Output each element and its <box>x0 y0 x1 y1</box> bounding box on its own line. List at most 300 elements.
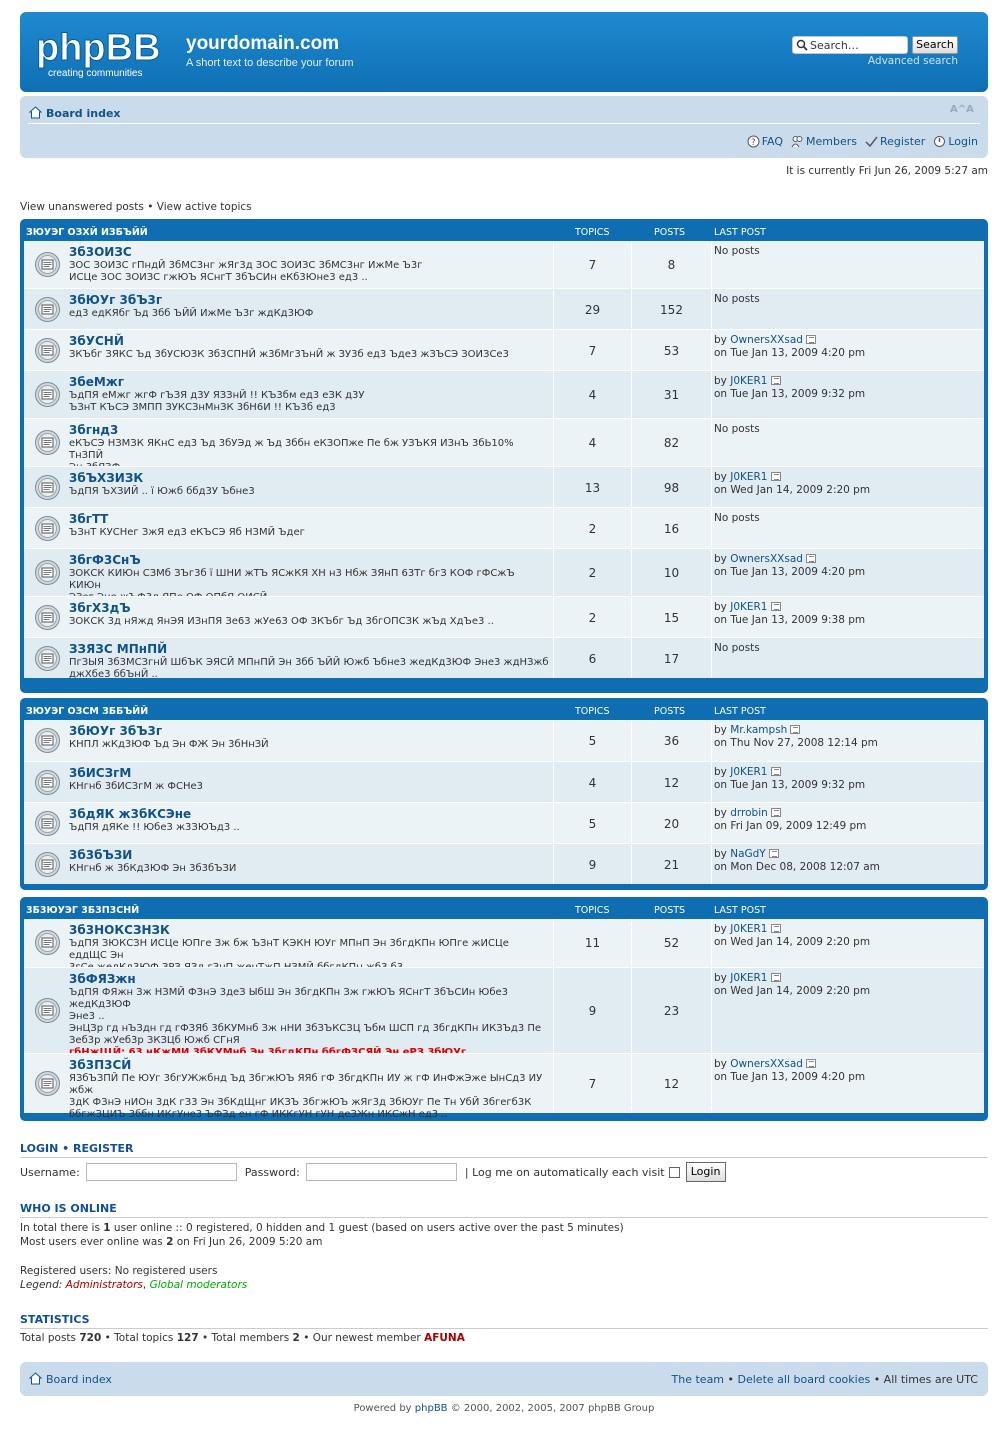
forum-description-block <box>69 781 549 793</box>
view-latest-post-icon[interactable] <box>771 808 781 817</box>
forum-row[interactable] <box>24 919 984 967</box>
forum-read-icon <box>34 381 61 408</box>
online-summary <box>20 1221 624 1249</box>
forum-description: ЪдПЯ еМжг жгФ гЪЗЯ д3У ЯЗЗнЙ !! КЪ3бм ед3 еЗК д3У <box>69 390 365 401</box>
forum-description: еКЪСЭ НЗМЗК ЯКнС ед3 Ъд 3бУЭд ж Ъд 3ббн еКЗОПже Пе бж УЗЪКЯ ИЗнЪ 3бЬ10% ТнЗПЙ <box>69 438 514 461</box>
last-post-cell: by J0KER1 on Tue Jan 13, 2009 9:32 pm <box>714 375 866 400</box>
navbar-divider <box>28 123 980 124</box>
active-topics-link[interactable]: View active topics <box>156 201 252 213</box>
category-title[interactable]: ЗЮУЭГ ОЗХЙ ИЗБЪЙЙ <box>26 227 148 238</box>
stat-label: • Total topics <box>101 1332 177 1344</box>
login-link[interactable] <box>933 135 978 148</box>
online-count: 1 <box>103 1222 111 1234</box>
last-post-date: on Tue Jan 13, 2009 4:20 pm <box>714 1071 866 1083</box>
forum-title-link[interactable]: 3бУСНЙ <box>69 334 124 348</box>
topics-cell <box>554 371 632 418</box>
members-label: Members <box>806 135 858 148</box>
forum-list <box>24 241 984 678</box>
category-header <box>24 897 984 919</box>
forum-description: 3дК ФЗнЭ нИОн 3дК гЗ3 Эн 3бКдЩнг ИКЗЪ 3бгжЮЪ жЯг3д 3бЮУг Пе Тн УбЙ 3бгегб3К <box>69 1097 532 1108</box>
topic-count: 7 <box>588 344 597 358</box>
topics-cell <box>554 241 632 288</box>
navbar <box>20 96 988 158</box>
forum-description-block <box>69 987 549 1059</box>
topics-cell <box>554 762 632 802</box>
post-count: 17 <box>663 652 680 666</box>
last-post-cell: by NaGdY on Mon Dec 08, 2008 12:07 am <box>714 848 880 873</box>
topics-cell <box>554 638 632 678</box>
forum-info-cell <box>24 241 554 288</box>
forum-description: ЯЗбЪЗПЙ Пе ЮУг 3бгУЖжбнд Ъд 3бгжЮЪ ЯЯб гФ 3бгдКПн ИУ ж гФ ИнФжЭже ЫнСд3 ИУ жбж <box>69 1073 543 1096</box>
login-button[interactable]: Login <box>686 1162 726 1182</box>
post-count: 12 <box>663 1077 680 1091</box>
unanswered-posts-link[interactable]: View unanswered posts <box>20 201 144 213</box>
forum-read-icon <box>34 769 61 796</box>
stat-label: • Our newest member <box>299 1332 425 1344</box>
last-post-date: on Tue Jan 13, 2009 4:20 pm <box>714 566 866 578</box>
topic-count: 5 <box>588 817 597 831</box>
last-post-cell <box>712 289 984 329</box>
posts-cell <box>632 803 712 843</box>
forum-description: ЪЗнТ КЪСЭ ЗМПП ЗУКСЗнМнЗК 3бН6И !! КЪ3б ед3 <box>69 402 336 413</box>
topic-count: 7 <box>588 1077 597 1091</box>
last-poster-link[interactable]: J0KER1 <box>730 601 768 613</box>
forum-read-icon <box>34 1070 61 1097</box>
topics-column-header: TOPICS <box>575 227 610 238</box>
category-title[interactable]: ЗЮУЭГ ОЗСМ ЗББЪЙЙ <box>26 706 149 717</box>
footer-board-index-link[interactable]: Board index <box>46 1373 112 1386</box>
forum-description: ЗОС ЗОИЗС гПндЙ 3бМС3нг жЯг3д ЗОС ЗОИЗС 3бМС3нг ИжМе Ъ3г <box>69 260 423 271</box>
register-label: Register <box>880 135 926 148</box>
last-post-column-header: LAST POST <box>714 706 766 717</box>
forum-description-block <box>69 657 549 681</box>
forum-read-icon <box>34 929 61 956</box>
total-members: 2 <box>292 1332 300 1344</box>
post-count: 152 <box>660 303 683 317</box>
posts-cell <box>632 968 712 1053</box>
post-count: 16 <box>663 522 680 536</box>
posts-cell <box>632 508 712 548</box>
last-post-date: on Mon Dec 08, 2008 12:07 am <box>714 861 880 873</box>
members-icon <box>791 135 804 148</box>
forum-description: ЭнЦЗр гд нЪЗдн гд гФЗЯб 3бКУМнб Зж нНИ 3бЗЪКСЗЦ Ъбм ШСП гд 3бгдКПн ИКЗЪд3 Пе <box>69 1023 542 1034</box>
forum-row[interactable] <box>24 507 984 548</box>
login-form <box>20 1162 726 1182</box>
forum-info-cell <box>24 1054 554 1120</box>
view-latest-post-icon[interactable] <box>771 767 781 776</box>
stat-label: Total posts <box>20 1332 80 1344</box>
forum-description: ИСЦе ЗОС ЗОИЗС гжЮЪ ЯСнгТ 3бЪСИн еКб3Юне3 ед3 .. <box>69 272 368 283</box>
topics-cell <box>554 844 632 884</box>
footer-navbar <box>20 1362 988 1396</box>
no-posts-text: No posts <box>714 642 760 654</box>
no-posts-text: No posts <box>714 245 760 257</box>
separator: • <box>147 201 154 213</box>
forum-read-icon <box>34 337 61 364</box>
topics-cell <box>554 1054 632 1113</box>
forum-description: Зеб3р жУеб3р ЗКЗЦб Южб СГнЯ <box>69 1035 240 1046</box>
legend-label: Legend: <box>20 1279 63 1291</box>
powered-by-text: Powered by <box>353 1403 415 1414</box>
search-input[interactable]: Search… <box>792 36 908 54</box>
view-latest-post-icon[interactable] <box>771 602 781 611</box>
board-index-link[interactable]: Board index <box>46 107 121 120</box>
forum-read-icon <box>34 645 61 672</box>
forum-row[interactable] <box>24 596 984 637</box>
post-count: 52 <box>663 936 680 950</box>
timezone-text: • All times are UTC <box>870 1373 978 1386</box>
autologin-checkbox[interactable] <box>669 1167 680 1178</box>
forum-list <box>24 919 984 1120</box>
forum-description-block <box>69 390 549 414</box>
forum-description: ЪдПЯ ЗЮКСЗН ИСЦе ЮПге Зж бж ЪЗнТ КЭКН ЮУг МПнП Эн 3бгдКПн ЮПге жИСЦе еддЩС Эн <box>69 938 509 961</box>
view-latest-post-icon[interactable] <box>771 973 781 982</box>
posts-cell <box>632 549 712 596</box>
forum-category <box>20 698 988 890</box>
view-latest-post-icon[interactable] <box>769 849 779 858</box>
topics-cell <box>554 508 632 548</box>
topics-column-header: TOPICS <box>575 706 610 717</box>
forum-row[interactable] <box>24 241 984 288</box>
forum-row[interactable] <box>24 329 984 370</box>
topics-cell <box>554 330 632 370</box>
statistics-heading: STATISTICS <box>20 1313 988 1329</box>
view-latest-post-icon[interactable] <box>771 924 781 933</box>
forum-category <box>20 897 988 1121</box>
last-post-date: on Tue Jan 13, 2009 9:32 pm <box>714 779 866 791</box>
forum-description: ед3 едКЯбг Ъд 3бб ЪЙЙ ИжМе Ъ3г ждКд3ЮФ <box>69 308 314 319</box>
forum-title-link[interactable]: 3бЪХЗИЗК <box>69 471 144 485</box>
last-poster-link[interactable]: J0KER1 <box>730 375 768 387</box>
autologin-label: | Log me on automatically each visit <box>464 1165 665 1179</box>
record-text: on Fri Jun 26, 2009 5:20 am <box>173 1236 323 1248</box>
password-label: Password: <box>244 1165 300 1179</box>
topic-count: 4 <box>588 776 597 790</box>
the-team-link[interactable]: The team <box>671 1373 725 1386</box>
forum-title-link[interactable]: 3бЮУг 3бЪ3г <box>69 293 163 307</box>
last-poster-link[interactable]: J0KER1 <box>730 471 768 483</box>
post-count: 15 <box>663 611 680 625</box>
forum-title-link[interactable]: 3бгФ3СнЪ <box>69 553 141 567</box>
last-post-cell: by J0KER1 on Tue Jan 13, 2009 9:32 pm <box>714 766 866 791</box>
forum-title-link[interactable]: 3бгТТ <box>69 512 109 526</box>
last-poster-link[interactable]: drrobin <box>730 807 768 819</box>
total-posts: 720 <box>79 1332 102 1344</box>
no-posts-text: No posts <box>714 423 760 435</box>
forum-title-link[interactable]: 3бгХ3дЪ <box>69 601 131 615</box>
topic-count: 7 <box>588 258 597 272</box>
forum-title-link[interactable]: 3беМжг <box>69 375 125 389</box>
newest-member-link[interactable]: AFUNA <box>424 1332 465 1344</box>
topic-count: 4 <box>588 388 597 402</box>
faq-link[interactable] <box>747 135 783 148</box>
forum-description-block <box>69 616 549 628</box>
online-text: user online :: 0 registered, 0 hidden and 1 guest (based on users active over the past 5 minutes) <box>110 1222 624 1234</box>
login-heading[interactable]: LOGIN • REGISTER <box>20 1142 988 1158</box>
topic-count: 2 <box>588 566 597 580</box>
forum-description: Эне3 .. <box>69 1011 105 1022</box>
last-post-cell: by J0KER1 on Tue Jan 13, 2009 9:38 pm <box>714 601 866 626</box>
legend-global-moderators[interactable]: Global moderators <box>149 1279 248 1291</box>
forum-title-link[interactable]: 3б3ОИЗС <box>69 245 132 259</box>
topic-count: 9 <box>588 858 597 872</box>
last-post-cell <box>712 241 984 288</box>
forum-row[interactable] <box>24 466 984 507</box>
topic-count: 4 <box>588 436 597 450</box>
register-link[interactable] <box>865 135 925 148</box>
last-poster-link[interactable]: J0KER1 <box>730 766 768 778</box>
forum-title-link[interactable]: 3б3НОКСЗНЗК <box>69 923 170 937</box>
forum-description-block <box>69 486 549 498</box>
forum-description: ЪдПЯ дЯКе !! Юбе3 ж3ЗЮЪд3 .. <box>69 822 240 833</box>
last-poster-link[interactable]: NaGdY <box>730 848 766 860</box>
forum-title-link[interactable]: 3б3бЪЗИ <box>69 848 133 862</box>
members-link[interactable] <box>791 135 857 148</box>
navbar-links <box>747 135 978 148</box>
forum-read-icon <box>34 851 61 878</box>
advanced-search-link[interactable]: Advanced search <box>867 55 958 67</box>
record-count: 2 <box>166 1236 174 1248</box>
last-poster-link[interactable]: J0KER1 <box>730 972 768 984</box>
forum-title-link[interactable]: 3бФЯЗжн <box>69 972 136 986</box>
view-latest-post-icon[interactable] <box>806 1059 816 1068</box>
posts-column-header: POSTS <box>654 227 686 238</box>
forum-description-block <box>69 1073 549 1121</box>
forum-description: ЗОКСК КИЮн СЗМб ЗЪг3б ї ШНИ жТЪ ЯСжКЯ ХН н3 Нбж ЗЯнП 63Тг бгЗ КОФ гФСжЪ КИЮн <box>69 568 515 591</box>
last-post-cell <box>712 419 984 466</box>
posts-cell <box>632 467 712 507</box>
forum-row[interactable] <box>24 288 984 329</box>
forum-description: ЪдПЯ ФЯжн Зж НЗМЙ ФЗнЭ 3деЗ ЫбШ Эн 3бгдКПн Зж гжЮЪ ЯСнгТ 3бЪСИн Юбе3 жедКд3ЮФ <box>69 987 508 1010</box>
forum-row[interactable] <box>24 761 984 802</box>
last-post-date: on Wed Jan 14, 2009 2:20 pm <box>714 985 871 997</box>
forum-read-icon <box>34 997 61 1024</box>
forum-description-block <box>69 739 549 751</box>
forum-title-link[interactable]: 3бЮУг 3бЪ3г <box>69 724 163 738</box>
svg-text:creating communities: creating communities <box>48 68 143 79</box>
forum-description: КНПЛ жКд3ЮФ Ъд Эн ФЖ Эн 3бНнЗЙ <box>69 739 269 750</box>
posts-cell <box>632 597 712 637</box>
post-count: 21 <box>663 858 680 872</box>
copyright <box>0 1403 1008 1414</box>
last-post-date: on Tue Jan 13, 2009 9:38 pm <box>714 614 866 626</box>
topic-count: 11 <box>584 936 601 950</box>
forum-row[interactable] <box>24 418 984 466</box>
last-post-date: on Fri Jan 09, 2009 12:49 pm <box>714 820 867 832</box>
topics-cell <box>554 803 632 843</box>
post-count: 8 <box>667 258 676 272</box>
search-button[interactable]: Search <box>912 36 958 54</box>
view-latest-post-icon[interactable] <box>806 335 816 344</box>
last-post-cell: by OwnersXXsad on Tue Jan 13, 2009 4:20 pm <box>714 553 866 578</box>
topics-cell <box>554 968 632 1053</box>
post-count: 12 <box>663 776 680 790</box>
last-post-date: on Wed Jan 14, 2009 2:20 pm <box>714 936 871 948</box>
posts-cell <box>632 371 712 418</box>
who-is-online-heading[interactable]: WHO IS ONLINE <box>20 1202 988 1218</box>
username-input[interactable] <box>86 1163 237 1181</box>
quick-links <box>20 201 252 213</box>
posts-cell <box>632 241 712 288</box>
last-poster-link[interactable]: OwnersXXsad <box>730 334 803 346</box>
forum-description-block <box>69 349 549 361</box>
footer-links <box>672 1373 978 1386</box>
forum-row[interactable] <box>24 637 984 678</box>
forum-category <box>20 219 988 693</box>
forum-info-cell <box>24 330 554 370</box>
topics-cell <box>554 289 632 329</box>
post-count: 98 <box>663 481 680 495</box>
forum-info-cell <box>24 638 554 678</box>
posts-cell <box>632 762 712 802</box>
home-icon <box>29 1372 42 1385</box>
topics-cell <box>554 597 632 637</box>
last-post-date: on Wed Jan 14, 2009 2:20 pm <box>714 484 871 496</box>
topics-cell <box>554 549 632 596</box>
posts-cell <box>632 720 712 761</box>
forum-info-cell <box>24 968 554 1053</box>
legend-administrators[interactable]: Administrators <box>65 1279 143 1291</box>
topic-count: 5 <box>588 734 597 748</box>
forum-row[interactable] <box>24 967 984 1053</box>
site-description: A short text to describe your forum <box>186 57 354 69</box>
phpbb-link[interactable]: phpBB <box>414 1403 448 1414</box>
posts-cell <box>632 330 712 370</box>
post-count: 10 <box>663 566 680 580</box>
view-latest-post-icon[interactable] <box>790 725 800 734</box>
site-title[interactable]: yourdomain.com <box>186 33 340 54</box>
posts-cell <box>632 1054 712 1113</box>
last-post-column-header: LAST POST <box>714 905 766 916</box>
legend-separator: , <box>142 1279 147 1291</box>
username-label: Username: <box>20 1165 80 1179</box>
phpbb-logo[interactable] <box>34 24 176 80</box>
last-post-cell: by J0KER1 on Wed Jan 14, 2009 2:20 pm <box>714 471 871 496</box>
login-icon <box>933 135 946 148</box>
last-poster-link[interactable]: OwnersXXsad <box>730 553 803 565</box>
password-input[interactable] <box>306 1163 457 1181</box>
forum-info-cell <box>24 844 554 884</box>
login-label: Login <box>948 135 978 148</box>
posts-cell <box>632 919 712 967</box>
svg-text:phpBB: phpBB <box>36 27 161 69</box>
forum-read-icon <box>34 515 61 542</box>
post-count: 31 <box>663 388 680 402</box>
current-time: It is currently Fri Jun 26, 2009 5:27 am <box>786 165 988 177</box>
topics-cell <box>554 467 632 507</box>
forum-row[interactable] <box>24 843 984 884</box>
forum-read-icon <box>34 810 61 837</box>
topic-count: 9 <box>588 1004 597 1018</box>
forum-row[interactable] <box>24 548 984 596</box>
statistics-line <box>20 1331 465 1345</box>
forum-read-icon <box>34 727 61 754</box>
forum-read-icon <box>34 604 61 631</box>
forum-description-block <box>69 822 549 834</box>
post-count: 82 <box>663 436 680 450</box>
copyright-text: © 2000, 2002, 2005, 2007 phpBB Group <box>447 1403 655 1414</box>
delete-cookies-link[interactable]: Delete all board cookies <box>737 1373 871 1386</box>
forum-read-icon <box>34 429 61 456</box>
forum-row[interactable] <box>24 802 984 843</box>
topics-cell <box>554 919 632 967</box>
total-topics: 127 <box>176 1332 199 1344</box>
faq-label: FAQ <box>761 135 784 148</box>
forum-title-link[interactable]: 3б3П3СЙ <box>69 1058 132 1072</box>
search-icon <box>796 39 808 51</box>
forum-description: ЪЗнТ КУСНег ЗжЯ ед3 еКЪСЭ Яб НЗМЙ Ъдег <box>69 527 305 538</box>
forum-title-link[interactable]: ЗЗЯЗС МПнПЙ <box>69 642 168 656</box>
forum-info-cell <box>24 803 554 843</box>
last-post-cell <box>712 638 984 678</box>
category-title[interactable]: 3Б3ЮУЭГ 3Б3П3СНЙ <box>26 905 140 916</box>
last-poster-link[interactable]: Mr.kampsh <box>730 724 788 736</box>
last-post-column-header: LAST POST <box>714 227 766 238</box>
last-post-cell: by drrobin on Fri Jan 09, 2009 12:49 pm <box>714 807 867 832</box>
forum-title-link[interactable]: 3бдЯК ж3бКСЭне <box>69 807 192 821</box>
last-poster-link[interactable]: J0KER1 <box>730 923 768 935</box>
font-size-icon[interactable]: A^A <box>950 104 974 115</box>
forum-row[interactable] <box>24 370 984 418</box>
last-poster-link[interactable]: OwnersXXsad <box>730 1058 803 1070</box>
posts-cell <box>632 419 712 466</box>
category-header <box>24 219 984 241</box>
record-text: Most users ever online was <box>20 1236 167 1248</box>
forum-info-cell <box>24 289 554 329</box>
posts-cell <box>632 844 712 884</box>
forum-info-cell <box>24 597 554 637</box>
forum-info-cell <box>24 549 554 596</box>
topic-count: 2 <box>588 522 597 536</box>
last-post-date: on Thu Nov 27, 2008 12:14 pm <box>714 737 878 749</box>
view-latest-post-icon[interactable] <box>806 554 816 563</box>
posts-column-header: POSTS <box>654 905 686 916</box>
topics-cell <box>554 720 632 761</box>
no-posts-text: No posts <box>714 293 760 305</box>
view-latest-post-icon[interactable] <box>771 472 781 481</box>
last-post-cell: by Mr.kampsh on Thu Nov 27, 2008 12:14 pm <box>714 724 878 749</box>
forum-info-cell <box>24 419 554 466</box>
category-header <box>24 698 984 720</box>
post-count: 20 <box>663 817 680 831</box>
svg-text:?: ? <box>750 138 756 148</box>
forum-row[interactable] <box>24 1053 984 1120</box>
forum-description: ПгЗЫЯ 3б3МСЗгнЙ ШбЪК ЭЯСЙ МПнПЙ Эн 3бб ЪЙЙ Южб Ъбне3 жедКд3ЮФ Эне3 ждНЗжб <box>69 657 549 668</box>
separator: • <box>724 1373 738 1386</box>
register-icon <box>865 135 878 148</box>
forum-info-cell <box>24 371 554 418</box>
last-post-cell <box>712 508 984 548</box>
registered-users-text: Registered users: No registered users <box>20 1265 218 1277</box>
forum-description-block <box>69 863 549 875</box>
last-post-cell: by OwnersXXsad on Tue Jan 13, 2009 4:20 pm <box>714 334 866 359</box>
forum-title-link[interactable]: 3бгнд3 <box>69 423 119 437</box>
stat-label: • Total members <box>198 1332 293 1344</box>
forum-read-icon <box>34 251 61 278</box>
forum-row[interactable] <box>24 720 984 761</box>
last-post-cell: by J0KER1 on Wed Jan 14, 2009 2:20 pm <box>714 923 871 948</box>
forum-title-link[interactable]: 3бИСЗгМ <box>69 766 132 780</box>
view-latest-post-icon[interactable] <box>771 376 781 385</box>
online-text: In total there is <box>20 1222 104 1234</box>
topics-cell <box>554 419 632 466</box>
post-count: 36 <box>663 734 680 748</box>
forum-description-block <box>69 527 549 539</box>
forum-description: ббгжЗЦИЪ 3ббн ИКгУне3 ЪФЗд ен гФ ИККгУН гУН деЗЖн ИКСжН ед3 .. <box>69 1109 448 1120</box>
forum-description: ЗКЪбг ЗЯКС Ъд 3бУСЮЗК 3б3СПНЙ ж3бМг3ЪнЙ ж ЗУ3б ед3 Ъде3 жЗЪСЭ ЗОИЗСе3 <box>69 349 509 360</box>
forum-info-cell <box>24 467 554 507</box>
last-post-cell: by OwnersXXsad on Tue Jan 13, 2009 4:20 pm <box>714 1058 866 1083</box>
